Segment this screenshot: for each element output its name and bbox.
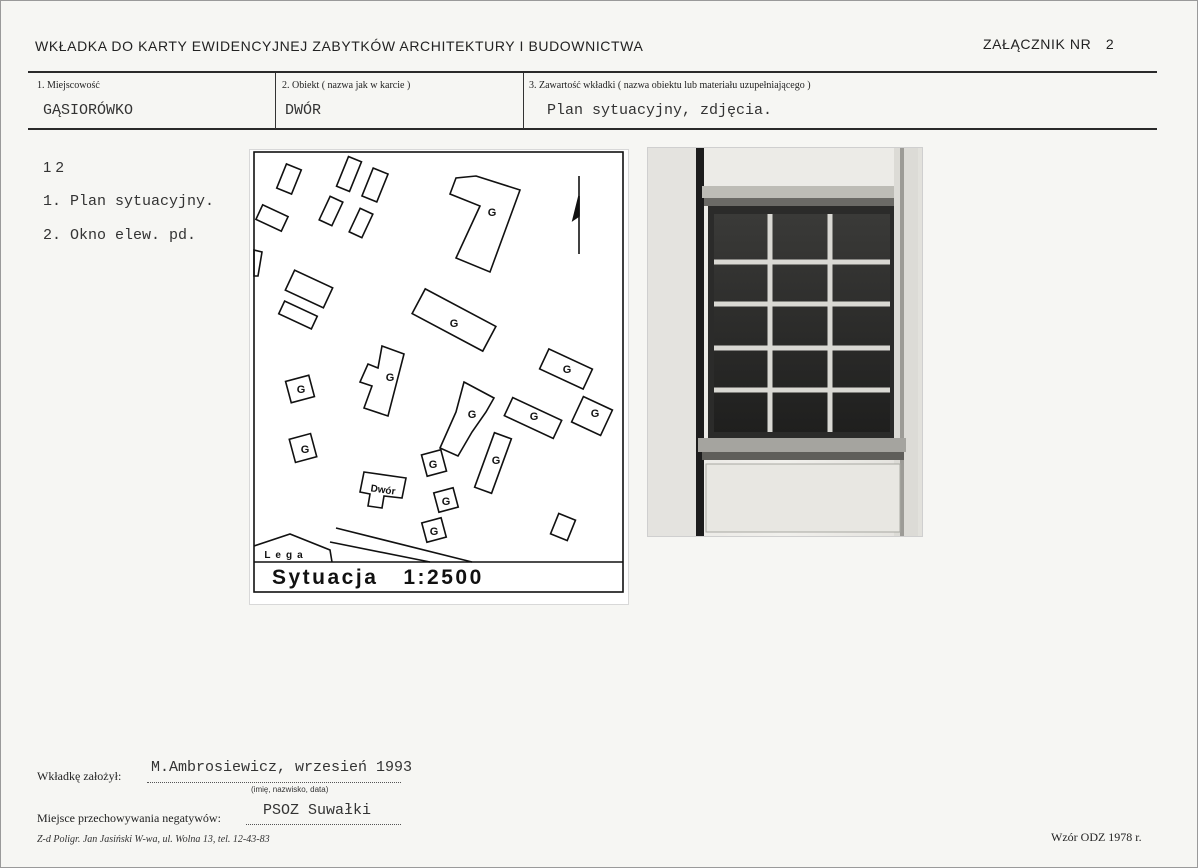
created-by-line (147, 782, 401, 783)
building (551, 513, 576, 540)
annex-label-text: ZAŁĄCZNIK NR (983, 36, 1092, 52)
annex-number: 2 (1105, 36, 1115, 52)
building (256, 205, 288, 231)
manor-label: Dwór (369, 483, 397, 498)
contents-label: 3. Zawartość wkładki ( nazwa obiektu lub materiału uzupełniającego ) (529, 80, 811, 91)
building-label: G (590, 408, 600, 420)
building (254, 250, 262, 276)
site-plan-drawing (250, 150, 628, 604)
building-label: G (529, 411, 539, 423)
building (277, 164, 302, 194)
field-divider-2 (523, 73, 524, 129)
building-label: G (449, 318, 459, 330)
locality-label: 1. Miejscowość (37, 80, 100, 91)
building (319, 196, 343, 225)
window-photo (647, 147, 923, 537)
building-label: G (491, 455, 501, 467)
site-plan (249, 149, 629, 605)
storage-line (246, 824, 401, 825)
building-label: G (300, 444, 310, 456)
building (285, 270, 332, 308)
attachment-item-2: 2. Okno elew. pd. (43, 227, 197, 244)
field-divider-1 (275, 73, 276, 129)
building-label: G (441, 496, 451, 508)
building (360, 346, 404, 416)
north-arrowhead-icon (573, 196, 579, 220)
building-label: G (429, 526, 439, 538)
building-label: G (385, 372, 395, 384)
building-label: G (562, 364, 572, 376)
building (362, 168, 388, 202)
building (337, 157, 362, 192)
object-value: DWÓR (285, 102, 322, 119)
building-label: G (487, 207, 497, 219)
created-by-hint: (imię, nazwisko, data) (251, 785, 329, 794)
building-label: G (428, 459, 438, 471)
building-label: G (467, 409, 477, 421)
storage-value: PSOZ Suwałki (263, 802, 372, 819)
map-caption: Sytuacja 1:2500 (272, 566, 484, 589)
river-label: Lega (264, 550, 308, 561)
building (450, 176, 520, 272)
created-by-value: M.Ambrosiewicz, wrzesień 1993 (151, 759, 413, 776)
building-label: G (296, 384, 306, 396)
building (279, 301, 318, 329)
header-top-rule (28, 71, 1157, 73)
form-title: WKŁADKA DO KARTY EWIDENCYJNEJ ZABYTKÓW ARCHITEKTURY I BUDOWNICTWA (35, 38, 644, 54)
window-photo-image (648, 148, 922, 536)
storage-label: Miejsce przechowywania negatywów: (37, 811, 221, 825)
printer-imprint: Z-d Poligr. Jan Jasiński W-wa, ul. Wolna 13, tel. 12-43-83 (37, 834, 270, 845)
header-bottom-rule (28, 128, 1157, 130)
attachment-numbers: 1 2 (43, 159, 64, 176)
road-line (330, 542, 430, 562)
building (349, 208, 373, 237)
object-label: 2. Obiekt ( nazwa jak w karcie ) (282, 80, 411, 91)
contents-value: Plan sytuacyjny, zdjęcia. (547, 102, 773, 119)
locality-value: GĄSIORÓWKO (43, 102, 134, 119)
annex-label (983, 36, 1114, 52)
attachment-item-1: 1. Plan sytuacyjny. (43, 193, 215, 210)
form-code: Wzór ODZ 1978 r. (1051, 830, 1142, 844)
created-by-label: Wkładkę założył: (37, 769, 122, 783)
